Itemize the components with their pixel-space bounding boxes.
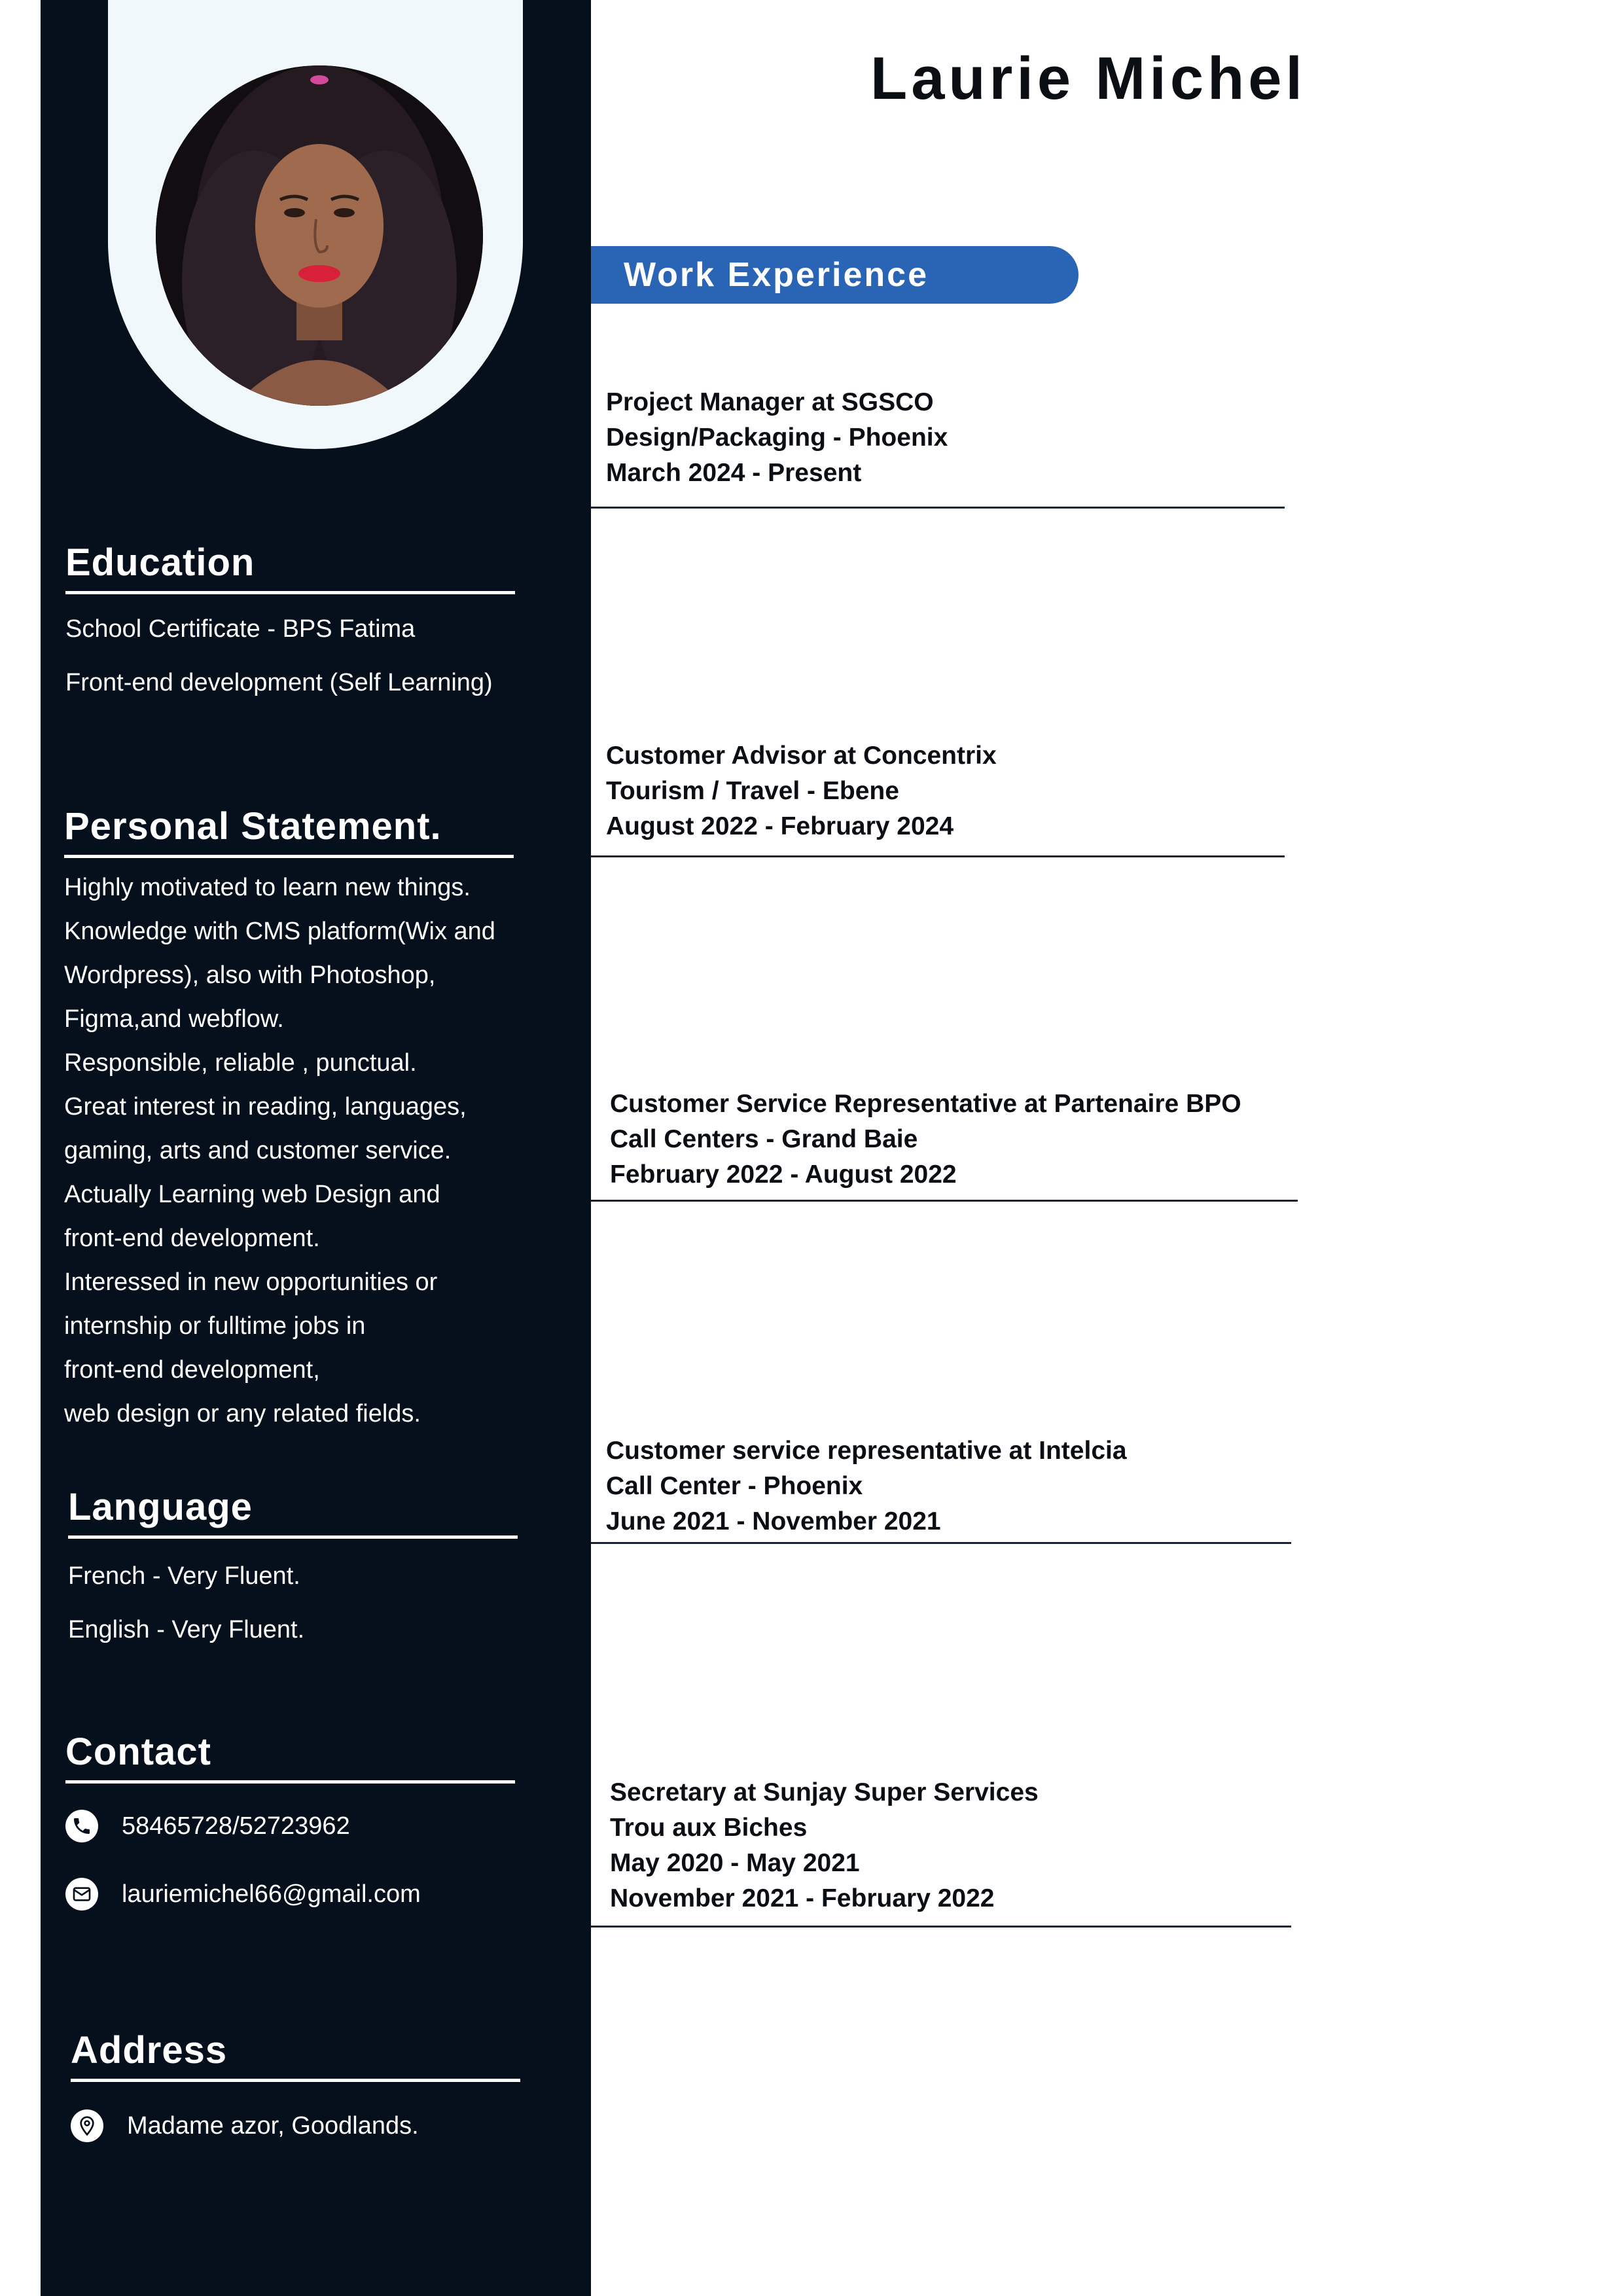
statement-line: Responsible, reliable , punctual. [64,1049,417,1077]
job-dates: May 2020 - May 2021 [610,1849,860,1877]
job-title: Secretary at Sunjay Super Services [610,1778,1039,1806]
education-item: School Certificate - BPS Fatima [65,615,416,643]
language-item: French - Very Fluent. [68,1562,300,1590]
location-pin-icon [71,2109,103,2142]
job-dates: February 2022 - August 2022 [610,1160,957,1189]
job-sector: Call Center - Phoenix [606,1472,863,1500]
job-title: Customer Service Representative at Partenaire BPO [610,1090,1241,1118]
contact-divider [65,1780,515,1784]
contact-heading: Contact [65,1731,211,1773]
job-divider [591,1200,1298,1202]
email-icon [65,1878,98,1910]
statement-line: front-end development, [64,1356,320,1384]
sidebar [41,0,591,2296]
contact-email-row[interactable] [65,1878,524,1910]
education-item: Front-end development (Self Learning) [65,669,493,696]
address-section [71,2028,529,2142]
address-value: Madame azor, Goodlands. [127,2111,419,2140]
statement-line: Knowledge with CMS platform(Wix and [64,918,495,945]
statement-line: web design or any related fields. [64,1400,421,1427]
job-sector: Tourism / Travel - Ebene [606,777,899,805]
contact-email[interactable]: lauriemichel66@gmail.com [122,1880,421,1908]
contact-section [65,1729,524,1910]
profile-photo [156,65,483,406]
statement-line: Great interest in reading, languages, [64,1093,467,1121]
photo-frame [108,0,523,449]
job-sector: Design/Packaging - Phoenix [606,423,948,452]
job-divider [591,855,1285,857]
address-heading: Address [71,2029,228,2072]
statement-line: internship or fulltime jobs in [64,1312,366,1340]
job-entry [606,1433,1127,1539]
job-entry [606,385,948,491]
education-divider [65,591,515,594]
work-experience-heading: Work Experience [591,246,1079,304]
job-title: Project Manager at SGSCO [606,388,934,416]
address-row [71,2109,529,2142]
job-entry [610,1775,1039,1916]
education-heading: Education [65,541,255,584]
statement-line: gaming, arts and customer service. [64,1137,452,1164]
statement-line: front-end development. [64,1225,320,1252]
personal-statement-section [64,804,522,1436]
job-dates: June 2021 - November 2021 [606,1507,941,1535]
job-title: Customer service representative at Intelcia [606,1437,1127,1465]
statement-line: Wordpress), also with Photoshop, [64,961,436,989]
candidate-name: Laurie Michel [870,45,1306,112]
job-sector: Trou aux Biches [610,1814,808,1842]
language-heading: Language [68,1486,253,1528]
language-section [68,1484,526,1645]
job-dates: March 2024 - Present [606,459,862,487]
contact-phone[interactable]: 58465728/52723962 [122,1812,350,1840]
statement-line: Interessed in new opportunities or [64,1268,438,1296]
job-divider [591,1542,1291,1544]
personal-statement-heading: Personal Statement. [64,805,442,848]
personal-statement-divider [64,855,514,858]
job-entry [610,1086,1241,1193]
statement-line: Figma,and webflow. [64,1005,284,1033]
job-divider [591,507,1285,509]
statement-line: Highly motivated to learn new things. [64,874,471,901]
job-entry [606,738,997,844]
job-divider [591,1926,1291,1928]
phone-icon [65,1810,98,1842]
education-section [65,540,524,698]
statement-line: Actually Learning web Design and [64,1181,440,1208]
language-divider [68,1535,518,1539]
job-sector: Call Centers - Grand Baie [610,1125,918,1153]
address-divider [71,2079,520,2082]
language-item: English - Very Fluent. [68,1616,305,1643]
contact-phone-row[interactable] [65,1810,524,1842]
job-dates: November 2021 - February 2022 [610,1884,995,1912]
job-dates: August 2022 - February 2024 [606,812,954,840]
job-title: Customer Advisor at Concentrix [606,742,997,770]
